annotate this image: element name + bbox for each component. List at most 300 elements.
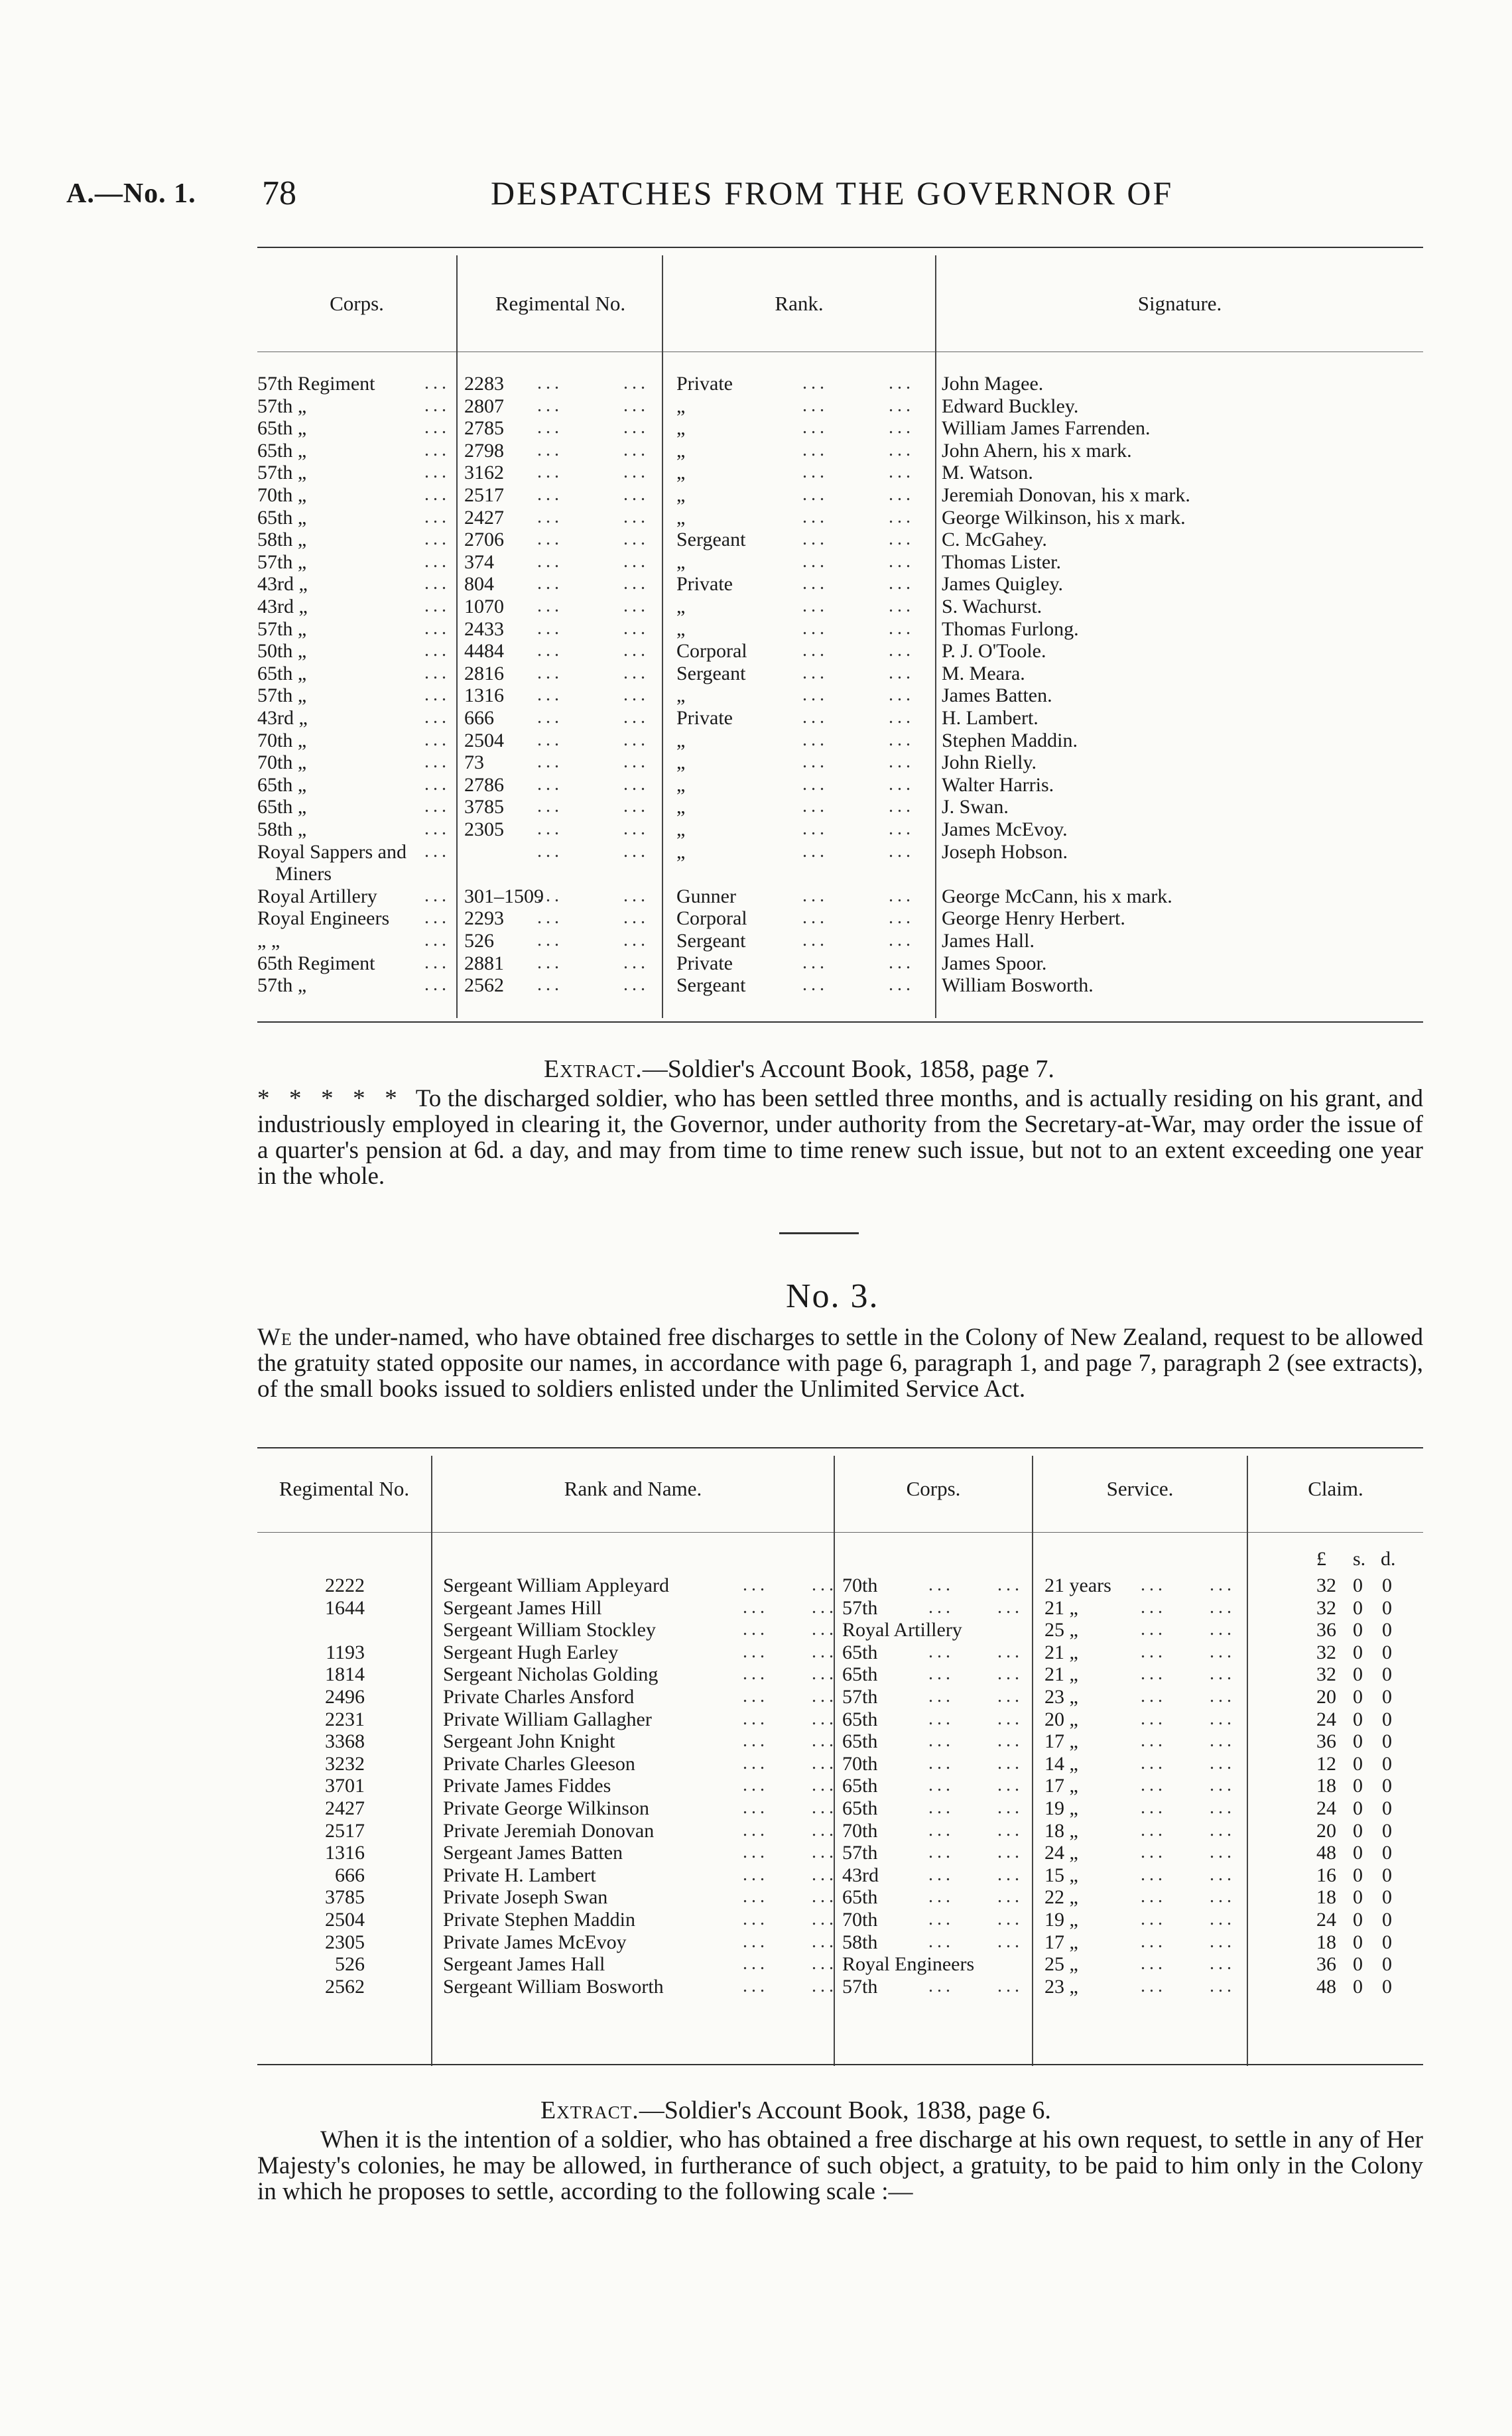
cell-claim-pounds: 24 (1316, 1708, 1336, 1730)
cell-corps: 65th „ (257, 506, 307, 529)
leader-dots: ... ... (802, 662, 914, 683)
cell-rank-and-name: Private H. Lambert (443, 1864, 596, 1886)
leader-dots: ... ... (802, 907, 914, 929)
leader-dots: ... ... (743, 1730, 838, 1752)
cell-rank: „ (676, 751, 686, 774)
leader-dots: ... ... (743, 1797, 838, 1818)
leader-dots: ... ... (743, 1842, 838, 1863)
cell-rank: „ (676, 484, 686, 506)
cell-regimental-no: 3701 (325, 1775, 365, 1797)
cell-claim-pounds: 20 (1316, 1686, 1336, 1708)
leader-dots: ... ... (1141, 1797, 1235, 1818)
cell-signature: James Quigley. (942, 573, 1064, 596)
cell-claim-shillings: 0 (1353, 1619, 1363, 1641)
leader-dots: ... ... (802, 506, 914, 527)
leader-dots: ... ... (1141, 1574, 1235, 1595)
col-header-service: Service. (1106, 1477, 1174, 1500)
leader-dots: ... ... (1141, 1730, 1235, 1752)
cell-corps: 65th (842, 1641, 878, 1663)
cell-signature: William Bosworth. (942, 974, 1094, 997)
table-bottom-rule (257, 2064, 1423, 2065)
leader-dots: ... (424, 684, 450, 706)
cell-regimental-no: 1193 (326, 1641, 365, 1663)
cell-corps: Royal Sappers and (257, 840, 407, 863)
leader-dots: ... ... (743, 1819, 838, 1840)
leader-dots: ... ... (537, 550, 649, 572)
cell-service: 24 „ (1044, 1842, 1078, 1864)
leader-dots: ... ... (802, 596, 914, 616)
cell-corps: 57th Regiment (257, 373, 375, 395)
cell-regimental-no: 4484 (464, 640, 504, 663)
cell-rank-and-name: Private Jeremiah Donovan (443, 1819, 655, 1842)
leader-dots: ... ... (802, 373, 914, 393)
leader-dots: ... ... (537, 885, 649, 906)
leader-dots: ... ... (537, 773, 649, 795)
cell-rank: „ (676, 417, 686, 440)
leader-dots: ... ... (802, 439, 914, 460)
cell-corps: 65th „ (257, 417, 307, 440)
leader-dots: ... ... (743, 1663, 838, 1685)
cell-rank: Corporal (676, 640, 747, 663)
cell-claim-pounds: 36 (1316, 1953, 1336, 1976)
cell-service: 14 „ (1044, 1752, 1078, 1775)
cell-claim-shillings: 0 (1353, 1909, 1363, 1931)
cell-rank: „ (676, 395, 686, 417)
cell-claim-pounds: 32 (1316, 1641, 1336, 1663)
cell-regimental-no: 2433 (464, 617, 504, 640)
cell-regimental-no: 2785 (464, 417, 504, 440)
cell-claim-pence: 0 (1382, 1886, 1392, 1909)
leader-dots: ... (424, 707, 450, 728)
cell-claim-pence: 0 (1382, 1641, 1392, 1663)
leader-dots: ... ... (928, 1596, 1023, 1618)
cell-signature: James Spoor. (942, 952, 1047, 974)
leader-dots: ... ... (743, 1886, 838, 1907)
cell-regimental-no: 2222 (325, 1574, 365, 1596)
col-header-regimental-no: Regimental No. (495, 292, 626, 315)
cell-claim-shillings: 0 (1353, 1975, 1363, 1998)
cell-signature: John Magee. (942, 373, 1044, 395)
leader-dots: ... (424, 729, 450, 750)
cell-corps: 70th „ (257, 484, 307, 506)
leader-dots: ... ... (802, 930, 914, 950)
cell-service: 17 „ (1044, 1775, 1078, 1797)
cell-service: 23 „ (1044, 1975, 1078, 1998)
cell-claim-pounds: 16 (1316, 1864, 1336, 1886)
leader-dots: ... ... (1141, 1864, 1235, 1885)
cell-corps: 65th (842, 1730, 878, 1753)
leader-dots: ... ... (802, 818, 914, 839)
leader-dots: ... (424, 550, 450, 572)
leader-dots: ... ... (802, 640, 914, 661)
cell-corps: 57th „ (257, 395, 307, 417)
cell-corps: 65th (842, 1886, 878, 1909)
leader-dots: ... ... (537, 506, 649, 527)
cell-service: 19 „ (1044, 1797, 1078, 1819)
leader-dots: ... ... (928, 1909, 1023, 1929)
cell-regimental-no: 2517 (464, 484, 504, 506)
cell-corps: Royal Engineers (842, 1953, 975, 1976)
cell-corps: 50th „ (257, 640, 307, 663)
leader-dots: ... ... (537, 395, 649, 416)
col-header-claim: Claim. (1308, 1477, 1363, 1500)
leader-dots: ... ... (537, 751, 649, 773)
cell-signature: James Hall. (942, 930, 1035, 952)
cell-claim-pence: 0 (1382, 1797, 1392, 1819)
cell-claim-pence: 0 (1382, 1730, 1392, 1753)
cell-signature: Jeremiah Donovan, his x mark. (942, 484, 1190, 506)
leader-dots: ... ... (743, 1752, 838, 1773)
cell-claim-shillings: 0 (1353, 1574, 1363, 1596)
cell-regimental-no: 2504 (325, 1909, 365, 1931)
leader-dots: ... (424, 462, 450, 483)
leader-dots: ... ... (802, 952, 914, 973)
cell-corps: 70th (842, 1909, 878, 1931)
leader-dots: ... ... (537, 707, 649, 728)
leader-dots: ... ... (802, 462, 914, 483)
leader-dots: ... (424, 439, 450, 460)
leader-dots: ... ... (537, 907, 649, 929)
cell-corps: 65th „ (257, 773, 307, 796)
leader-dots: ... ... (802, 885, 914, 906)
cell-rank-and-name: Private Charles Gleeson (443, 1752, 635, 1775)
leader-dots: ... ... (928, 1752, 1023, 1773)
leader-dots: ... ... (1141, 1842, 1235, 1863)
leader-dots: ... ... (537, 840, 649, 862)
currency-pound: £ (1316, 1548, 1326, 1570)
cell-claim-pounds: 18 (1316, 1886, 1336, 1909)
leader-dots: ... (424, 840, 450, 862)
leader-dots: ... ... (537, 640, 649, 661)
cell-signature: John Ahern, his x mark. (942, 439, 1132, 462)
cell-service: 21 „ (1044, 1596, 1078, 1619)
cell-claim-shillings: 0 (1353, 1797, 1363, 1819)
leader-dots: ... (424, 930, 450, 950)
leader-dots: ... ... (928, 1641, 1023, 1662)
cell-claim-shillings: 0 (1353, 1931, 1363, 1953)
cell-regimental-no: 2562 (464, 974, 504, 997)
cell-corps: 65th (842, 1663, 878, 1686)
table-bottom-rule (257, 1021, 1423, 1023)
cell-corps: „ „ (257, 930, 281, 952)
leader-dots: ... ... (928, 1797, 1023, 1818)
leader-dots: ... ... (1141, 1931, 1235, 1952)
leader-dots: ... ... (928, 1931, 1023, 1952)
cell-rank-and-name: Sergeant James Hall (443, 1953, 605, 1976)
cell-signature: C. McGahey. (942, 529, 1047, 551)
cell-regimental-no: 2881 (464, 952, 504, 974)
cell-service: 17 „ (1044, 1931, 1078, 1953)
leader-dots: ... ... (802, 529, 914, 550)
leader-dots: ... ... (743, 1574, 838, 1595)
cell-rank-and-name: Sergeant Nicholas Golding (443, 1663, 659, 1686)
cell-regimental-no: 3162 (464, 462, 504, 484)
cell-claim-shillings: 0 (1353, 1775, 1363, 1797)
leader-dots: ... ... (802, 550, 914, 572)
leader-dots: ... ... (743, 1909, 838, 1929)
leader-dots: ... (424, 617, 450, 639)
cell-claim-pence: 0 (1382, 1909, 1392, 1931)
leader-dots: ... ... (1141, 1886, 1235, 1907)
leader-dots: ... ... (928, 1730, 1023, 1752)
cell-rank: Sergeant (676, 930, 746, 952)
cell-claim-shillings: 0 (1353, 1864, 1363, 1886)
leader-dots: ... ... (1141, 1708, 1235, 1729)
leader-dots: ... (424, 974, 450, 995)
table-top-rule (257, 1447, 1423, 1448)
cell-regimental-no: 666 (335, 1864, 365, 1886)
section-divider (779, 1232, 859, 1234)
cell-signature: George McCann, his x mark. (942, 885, 1172, 907)
leader-dots: ... (424, 395, 450, 416)
leader-dots: ... ... (1141, 1819, 1235, 1840)
cell-claim-pence: 0 (1382, 1708, 1392, 1730)
cell-rank-and-name: Private Joseph Swan (443, 1886, 608, 1909)
leader-dots: ... (424, 373, 450, 393)
col-header-signature: Signature. (1137, 292, 1222, 315)
leader-dots: ... ... (928, 1975, 1023, 1996)
cell-rank: „ (676, 439, 686, 462)
leader-dots: ... ... (743, 1864, 838, 1885)
cell-corps: 57th (842, 1686, 878, 1708)
leader-dots: ... ... (537, 818, 649, 839)
cell-claim-pounds: 18 (1316, 1775, 1336, 1797)
leader-dots: ... ... (1141, 1663, 1235, 1685)
cell-rank: „ (676, 617, 686, 640)
cell-rank: „ (676, 506, 686, 529)
document-code: A.—No. 1. (66, 178, 196, 209)
cell-regimental-no: 526 (335, 1953, 365, 1976)
col-header-corps: Corps. (906, 1477, 961, 1500)
leader-dots: ... ... (928, 1708, 1023, 1729)
currency-pence: d. (1381, 1548, 1396, 1570)
cell-regimental-no: 2807 (464, 395, 504, 417)
leader-dots: ... (424, 885, 450, 906)
leader-dots: ... ... (928, 1574, 1023, 1595)
page-title: DESPATCHES FROM THE GOVERNOR OF (491, 174, 1174, 212)
cell-corps: 57th „ (257, 974, 307, 997)
cell-claim-shillings: 0 (1353, 1663, 1363, 1686)
cell-regimental-no: 2231 (325, 1708, 365, 1730)
cell-corps-continued: Miners (275, 863, 332, 885)
leader-dots: ... ... (537, 617, 649, 639)
cell-regimental-no: 3785 (464, 796, 504, 818)
leader-dots: ... (424, 506, 450, 527)
cell-corps: 57th „ (257, 462, 307, 484)
cell-regimental-no: 3368 (325, 1730, 365, 1753)
cell-service: 21 „ (1044, 1663, 1078, 1686)
cell-signature: George Henry Herbert. (942, 907, 1125, 930)
cell-service: 15 „ (1044, 1864, 1078, 1886)
cell-claim-pence: 0 (1382, 1663, 1392, 1686)
cell-regimental-no: 1316 (325, 1842, 365, 1864)
cell-rank: „ (676, 462, 686, 484)
cell-service: 21 „ (1044, 1641, 1078, 1663)
cell-claim-shillings: 0 (1353, 1752, 1363, 1775)
cell-regimental-no: 2786 (464, 773, 504, 796)
cell-signature: James Batten. (942, 684, 1052, 707)
cell-rank-and-name: Private Charles Ansford (443, 1686, 635, 1708)
cell-service: 18 „ (1044, 1819, 1078, 1842)
leader-dots: ... ... (537, 462, 649, 483)
cell-signature: Thomas Lister. (942, 550, 1061, 573)
leader-dots: ... (424, 662, 450, 683)
cell-corps: 70th (842, 1819, 878, 1842)
currency-shilling: s. (1353, 1548, 1366, 1570)
cell-claim-pounds: 12 (1316, 1752, 1336, 1775)
no3-intro: We the under-named, who have obtained free discharges to settle in the Colony of New Zealand, request to be allowed the gratuity stated opposite our names, in accordance with page 6, paragraph 1, and page 7, paragraph 2 (see extracts), of the small books issued to soldiers enlisted under the Unlimited Service Act. (257, 1324, 1424, 1403)
leader-dots: ... ... (537, 573, 649, 594)
cell-claim-shillings: 0 (1353, 1708, 1363, 1730)
cell-claim-pence: 0 (1382, 1752, 1392, 1775)
cell-regimental-no: 2283 (464, 373, 504, 395)
cell-corps: 57th (842, 1975, 878, 1998)
leader-dots: ... ... (743, 1975, 838, 1996)
cell-regimental-no: 73 (464, 751, 484, 774)
cell-rank-and-name: Sergeant William Bosworth (443, 1975, 664, 1998)
cell-corps: 70th (842, 1752, 878, 1775)
cell-signature: John Rielly. (942, 751, 1037, 774)
cell-signature: William James Farrenden. (942, 417, 1151, 440)
cell-rank-and-name: Sergeant James Batten (443, 1842, 623, 1864)
col-header-rank: Rank. (775, 292, 824, 315)
cell-claim-pounds: 48 (1316, 1975, 1336, 1998)
cell-rank-and-name: Private George Wilkinson (443, 1797, 649, 1819)
cell-corps: 70th (842, 1574, 878, 1596)
leader-dots: ... ... (743, 1641, 838, 1662)
cell-rank-and-name: Private William Gallagher (443, 1708, 652, 1730)
cell-claim-pounds: 24 (1316, 1909, 1336, 1931)
cell-service: 21 years (1044, 1574, 1111, 1596)
leader-dots: ... ... (537, 930, 649, 950)
cell-claim-pence: 0 (1382, 1931, 1392, 1953)
cell-rank: Sergeant (676, 974, 746, 997)
leader-dots: ... ... (802, 974, 914, 995)
leader-dots: ... ... (743, 1775, 838, 1796)
cell-service: 19 „ (1044, 1909, 1078, 1931)
cell-signature: Edward Buckley. (942, 395, 1079, 417)
cell-signature: J. Swan. (942, 796, 1009, 818)
leader-dots: ... ... (1141, 1596, 1235, 1618)
cell-claim-shillings: 0 (1353, 1730, 1363, 1753)
section-heading-no-3: No. 3. (786, 1277, 879, 1315)
cell-regimental-no: 1644 (325, 1596, 365, 1619)
cell-service: 23 „ (1044, 1686, 1078, 1708)
cell-rank-and-name: Sergeant James Hill (443, 1596, 602, 1619)
leader-dots: ... ... (743, 1931, 838, 1952)
leader-dots: ... ... (928, 1686, 1023, 1706)
cell-rank-and-name: Sergeant William Stockley (443, 1619, 656, 1641)
leader-dots: ... ... (802, 751, 914, 773)
col-header-regimental-no: Regimental No. (279, 1477, 410, 1500)
leader-dots: ... ... (928, 1886, 1023, 1907)
leader-dots: ... ... (928, 1663, 1023, 1685)
leader-dots: ... ... (537, 529, 649, 550)
leader-dots: ... ... (1141, 1953, 1235, 1974)
leader-dots: ... ... (537, 439, 649, 460)
cell-corps: 70th „ (257, 729, 307, 751)
cell-claim-pence: 0 (1382, 1842, 1392, 1864)
cell-rank: „ (676, 818, 686, 840)
cell-rank: „ (676, 840, 686, 863)
cell-claim-pounds: 20 (1316, 1819, 1336, 1842)
cell-service: 20 „ (1044, 1708, 1078, 1730)
cell-corps: Royal Artillery (842, 1619, 962, 1641)
cell-claim-shillings: 0 (1353, 1886, 1363, 1909)
cell-regimental-no: 2305 (464, 818, 504, 840)
leader-dots: ... ... (537, 417, 649, 438)
cell-regimental-no: 3785 (325, 1886, 365, 1909)
cell-service: 22 „ (1044, 1886, 1078, 1909)
leader-dots: ... ... (537, 662, 649, 683)
leader-dots: ... (424, 952, 450, 973)
cell-regimental-no: 2496 (325, 1686, 365, 1708)
cell-claim-pence: 0 (1382, 1775, 1392, 1797)
leader-dots: ... ... (743, 1596, 838, 1618)
leader-dots: ... ... (537, 484, 649, 505)
cell-rank: „ (676, 796, 686, 818)
leader-dots: ... (424, 751, 450, 773)
cell-regimental-no: 2427 (325, 1797, 365, 1819)
leader-dots: ... (424, 907, 450, 929)
cell-corps: 57th (842, 1842, 878, 1864)
cell-claim-shillings: 0 (1353, 1953, 1363, 1976)
cell-corps: 57th (842, 1596, 878, 1619)
cell-rank-and-name: Private James McEvoy (443, 1931, 627, 1953)
leader-dots: ... ... (802, 684, 914, 706)
leader-dots: ... (424, 640, 450, 661)
leader-dots: ... (424, 818, 450, 839)
cell-claim-pence: 0 (1382, 1819, 1392, 1842)
leader-dots: ... (424, 573, 450, 594)
cell-regimental-no: 2798 (464, 439, 504, 462)
cell-rank-and-name: Sergeant John Knight (443, 1730, 615, 1753)
cell-regimental-no: 2305 (325, 1931, 365, 1953)
leader-dots: ... (424, 417, 450, 438)
cell-signature: Walter Harris. (942, 773, 1054, 796)
cell-claim-pence: 0 (1382, 1975, 1392, 1998)
cell-claim-pence: 0 (1382, 1619, 1392, 1641)
cell-corps: 65th „ (257, 662, 307, 684)
extract-1-title: Extract.—Soldier's Account Book, 1858, page 7. (544, 1055, 1054, 1083)
leader-dots: ... ... (928, 1819, 1023, 1840)
cell-signature: M. Meara. (942, 662, 1025, 684)
cell-corps: 43rd „ (257, 707, 308, 729)
cell-claim-shillings: 0 (1353, 1641, 1363, 1663)
leader-dots: ... ... (743, 1708, 838, 1729)
cell-rank-and-name: Sergeant William Appleyard (443, 1574, 669, 1596)
cell-claim-pence: 0 (1382, 1686, 1392, 1708)
cell-corps: 43rd „ (257, 573, 308, 596)
cell-rank-and-name: Sergeant Hugh Earley (443, 1641, 619, 1663)
extract-1-text: * * * * * To the discharged soldier, who has been settled three months, and is actually residing on his grant, and industriously employed in clearing it, the Governor, under authority from the Secretary-at-War, may order the issue of a quarter's pension at 6d. a day, and may from time to time renew such issue, but not to an extent exceeding one year in the whole. (257, 1085, 1423, 1190)
cell-rank: „ (676, 596, 686, 617)
cell-rank-and-name: Private James Fiddes (443, 1775, 611, 1797)
leader-dots: ... ... (1141, 1775, 1235, 1796)
col-header-corps: Corps. (330, 292, 384, 315)
cell-signature: H. Lambert. (942, 707, 1039, 729)
leader-dots: ... ... (928, 1775, 1023, 1796)
leader-dots: ... ... (1141, 1641, 1235, 1662)
leader-dots: ... ... (743, 1619, 838, 1640)
cell-rank: Sergeant (676, 662, 746, 684)
cell-claim-pounds: 36 (1316, 1619, 1336, 1641)
leader-dots: ... ... (743, 1686, 838, 1706)
cell-regimental-no: 2517 (325, 1819, 365, 1842)
cell-claim-pounds: 32 (1316, 1663, 1336, 1686)
leader-dots: ... ... (802, 707, 914, 728)
cell-rank: „ (676, 729, 686, 751)
